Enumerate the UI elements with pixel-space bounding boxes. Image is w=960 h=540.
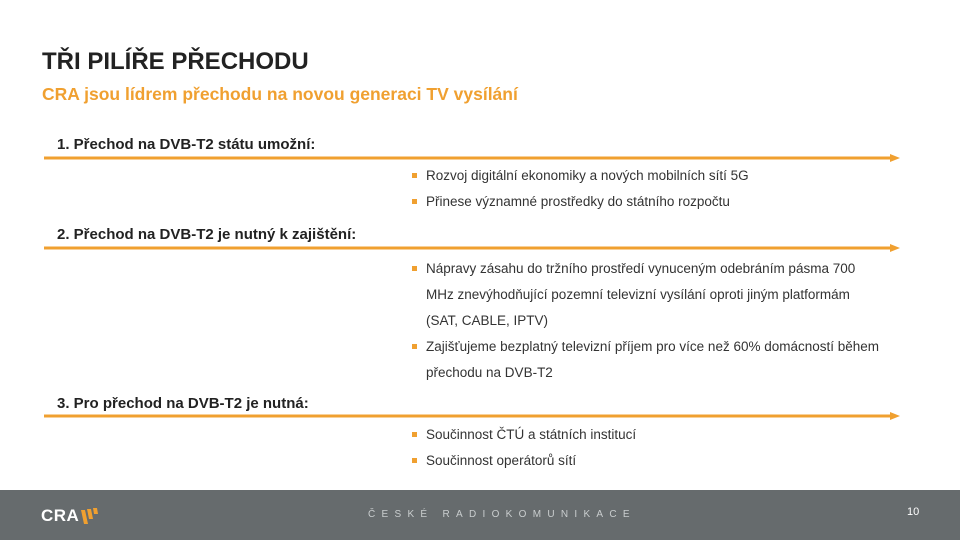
bullet-square-icon bbox=[412, 344, 417, 349]
footer-bar bbox=[0, 490, 960, 540]
bullet-list bbox=[412, 422, 636, 474]
cra-logo bbox=[41, 506, 102, 526]
list-item: Přinese významné prostředky do státního rozpočtu bbox=[412, 189, 749, 215]
logo-text: CRA bbox=[41, 506, 80, 525]
list-item: Rozvoj digitální ekonomiky a nových mobilních sítí 5G bbox=[412, 163, 749, 189]
bullet-square-icon bbox=[412, 266, 417, 271]
section-heading: 2. Přechod na DVB-T2 je nutný k zajištění: bbox=[57, 226, 357, 243]
bullet-square-icon bbox=[412, 199, 417, 204]
arrow-divider-icon bbox=[44, 153, 900, 163]
bullet-list bbox=[412, 256, 882, 386]
section-heading: 1. Přechod na DVB-T2 státu umožní: bbox=[57, 136, 316, 153]
bullet-square-icon bbox=[412, 458, 417, 463]
bullet-list bbox=[412, 163, 749, 215]
company-name: ČESKÉ RADIOKOMUNIKACE bbox=[368, 509, 636, 520]
section-heading: 3. Pro přechod na DVB-T2 je nutná: bbox=[57, 395, 309, 412]
arrow-divider-icon bbox=[44, 411, 900, 421]
slide-title: TŘI PILÍŘE PŘECHODU bbox=[42, 48, 309, 75]
arrow-divider-icon bbox=[44, 243, 900, 253]
list-item: Součinnost operátorů sítí bbox=[412, 448, 636, 474]
list-item: Zajišťujeme bezplatný televizní příjem pro více než 60% domácností během přechodu na DVB-T2 bbox=[412, 334, 882, 386]
cra-stripes-logo-icon bbox=[80, 507, 102, 525]
slide-subtitle: CRA jsou lídrem přechodu na novou generaci TV vysílání bbox=[42, 84, 518, 104]
bullet-square-icon bbox=[412, 432, 417, 437]
list-item: Nápravy zásahu do tržního prostředí vynuceným odebráním pásma 700 MHz znevýhodňující pozemní televizní vysílání oproti jiným platformám (SAT, CABLE, IPTV) bbox=[412, 256, 882, 334]
bullet-square-icon bbox=[412, 173, 417, 178]
list-item: Součinnost ČTÚ a státních institucí bbox=[412, 422, 636, 448]
page-number: 10 bbox=[907, 506, 920, 518]
